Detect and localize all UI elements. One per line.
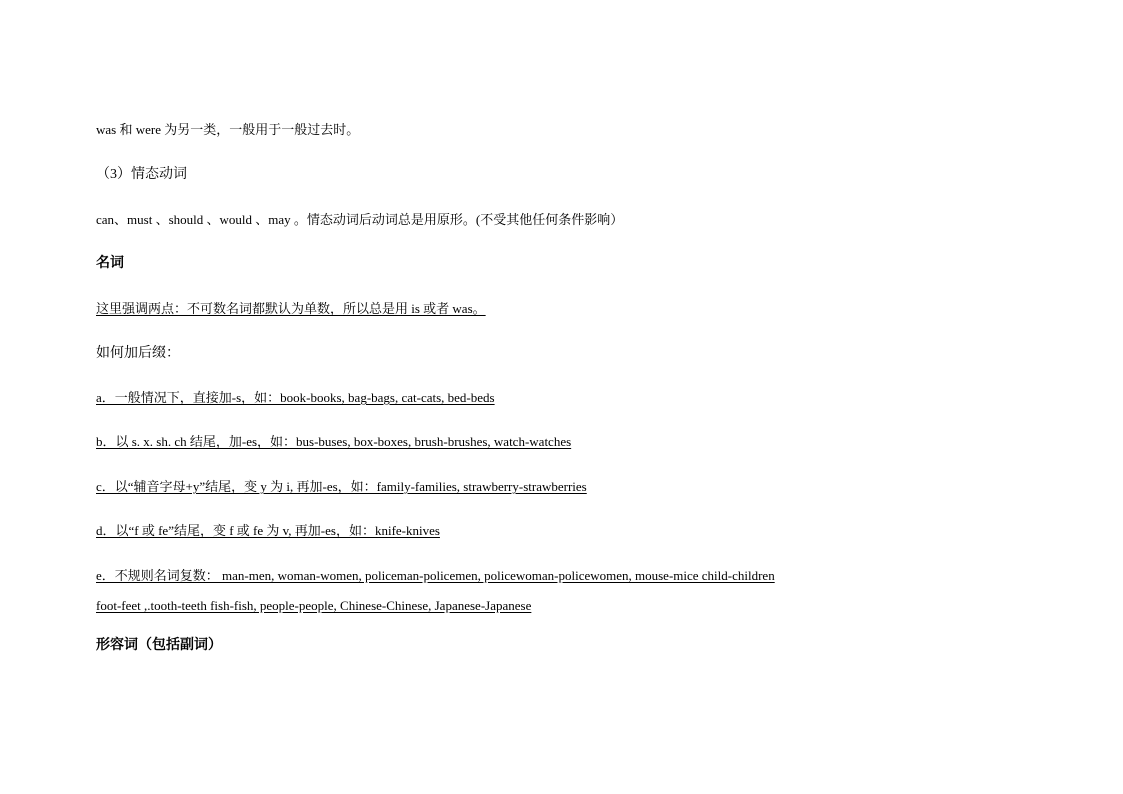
text-rule-a: a．一般情况下，直接加-s，如：book-books, bag-bags, cat-cats, bed-beds	[96, 390, 495, 405]
text-was-were: was 和 were 为另一类，一般用于一般过去时。	[96, 122, 360, 137]
heading-adjective: 形容词（包括副词）	[96, 638, 222, 653]
text-rule-c: c．以“辅音字母+y”结尾，变 y 为 i, 再加-es，如：family-families, strawberry-strawberries	[96, 479, 587, 494]
text-modal-verbs-title: （3）情态动词	[96, 167, 187, 182]
text-uncountable-emphasis: 这里强调两点：不可数名词都默认为单数，所以总是用 is 或者 was。	[96, 301, 486, 316]
text-how-to-add-suffix: 如何加后缀：	[96, 346, 180, 361]
text-rule-e-line2: foot-feet ,.tooth-teeth fish-fish, people-people, Chinese-Chinese, Japanese-Japanese	[96, 598, 532, 613]
text-rule-b: b．以 s. x. sh. ch 结尾，加-es，如：bus-buses, box-boxes, brush-brushes, watch-watches	[96, 434, 572, 449]
heading-noun: 名词	[96, 256, 124, 271]
text-rule-e-line1: e．不规则名词复数： man-men, woman-women, policeman-policemen, policewoman-policewomen, mouse-mice child-children	[96, 568, 775, 583]
text-modal-verbs-list: can、must 、should 、would 、may 。情态动词后动词总是用原形。(不受其他任何条件影响）	[96, 212, 624, 227]
text-rule-d: d．以“f 或 fe”结尾，变 f 或 fe 为 v, 再加-es，如：knife-knives	[96, 523, 440, 538]
